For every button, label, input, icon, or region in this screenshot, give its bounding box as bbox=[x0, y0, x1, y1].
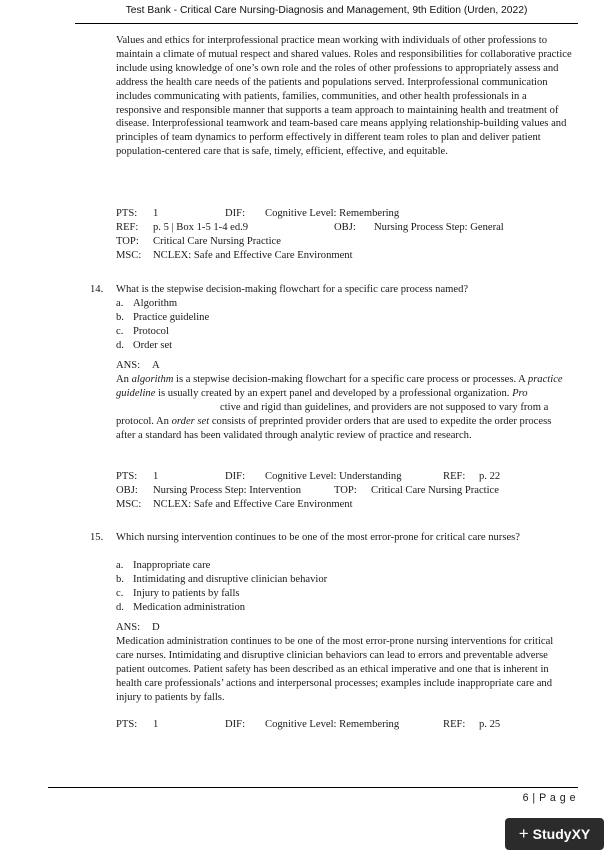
msc-value: NCLEX: Safe and Effective Care Environment bbox=[153, 498, 353, 510]
pts-value: 1 bbox=[153, 719, 159, 730]
option-text: Injury to patients by falls bbox=[133, 587, 240, 599]
ref-value: p. 22 bbox=[479, 471, 501, 482]
footer-divider bbox=[48, 787, 578, 788]
option-letter: d. bbox=[116, 339, 124, 351]
question-stem: What is the stepwise decision-making flowchart for a specific care process named? bbox=[116, 284, 469, 295]
ref-label: REF: bbox=[443, 719, 466, 730]
answer-label: ANS: bbox=[116, 360, 141, 371]
ref-value: p. 5 | Box 1-5 1-4 ed.9 bbox=[153, 221, 249, 233]
answer-value: A bbox=[152, 360, 160, 371]
term-protocol: Pro bbox=[512, 387, 528, 399]
obj-label: OBJ: bbox=[334, 221, 356, 233]
option-letter: b. bbox=[116, 311, 124, 323]
option-text: Intimidating and disruptive clinician behavior bbox=[133, 573, 328, 585]
option-text: Protocol bbox=[133, 325, 169, 337]
page-number: 6 | P a g e bbox=[522, 792, 576, 804]
msc-value: NCLEX: Safe and Effective Care Environment bbox=[153, 249, 353, 261]
page-header: Test Bank - Critical Care Nursing-Diagnosis and Management, 9th Edition (Urden, 2022) bbox=[75, 2, 578, 24]
rationale-text: consists of preprinted provider orders that are used to expedite the order process after a standard has been validated through analytic review of practice and research. bbox=[116, 415, 552, 441]
term-order-set: order set bbox=[171, 415, 210, 427]
ref-label: REF: bbox=[443, 471, 466, 482]
top-label: TOP: bbox=[116, 235, 139, 247]
q15-rationale: Medication administration continues to be one of the most error-prone nursing interventions for critical care nurses. Intimidating and disruptive clinician behaviors can lead to errors and preventable adverse patient outcomes. Patient safety has been described as an ethical imperative and one that is inherent in health care professionals’ actions and interpersonal processes; examples include inappropriate care and injury to patients by falls. bbox=[116, 636, 554, 703]
option-text: Algorithm bbox=[133, 298, 178, 309]
q14-metadata bbox=[116, 470, 576, 512]
q15-answer bbox=[116, 621, 160, 635]
term-practice-guideline: practice guideline bbox=[116, 374, 563, 399]
question-number: 14. bbox=[90, 284, 104, 295]
pts-value: 1 bbox=[153, 471, 159, 482]
top-value: Critical Care Nursing Practice bbox=[371, 484, 499, 496]
dif-label: DIF: bbox=[225, 208, 246, 219]
pts-label: PTS: bbox=[116, 719, 138, 730]
plus-icon: + bbox=[518, 824, 529, 843]
dif-label: DIF: bbox=[225, 471, 246, 482]
option-letter: b. bbox=[116, 573, 124, 585]
obj-value: Nursing Process Step: General bbox=[374, 221, 504, 233]
obj-label: OBJ: bbox=[116, 484, 138, 496]
q13-metadata bbox=[116, 207, 576, 263]
studyxy-logo bbox=[505, 818, 604, 850]
rationale-text: ctive and rigid than guidelines, and providers are not supposed to vary from a protocol. An bbox=[116, 401, 549, 427]
q15-metadata bbox=[116, 718, 576, 732]
msc-label: MSC: bbox=[116, 249, 142, 261]
answer-value: D bbox=[152, 622, 160, 633]
pts-label: PTS: bbox=[116, 471, 138, 482]
option-text: Order set bbox=[133, 339, 173, 351]
ref-label: REF: bbox=[116, 221, 139, 233]
option-letter: a. bbox=[116, 298, 124, 309]
rationale-text: is a stepwise decision-making flowchart for a specific care process or processes. A bbox=[173, 374, 528, 385]
option-text: Medication administration bbox=[133, 601, 246, 613]
logo-accent: XY bbox=[571, 826, 591, 842]
top-value: Critical Care Nursing Practice bbox=[153, 235, 281, 247]
answer-label: ANS: bbox=[116, 622, 141, 633]
rationale-text: An bbox=[116, 374, 132, 385]
option-text: Inappropriate care bbox=[133, 560, 211, 571]
q14-answer bbox=[116, 359, 160, 373]
pts-label: PTS: bbox=[116, 208, 138, 219]
question-stem: Which nursing intervention continues to be one of the most error-prone for critical care nurses? bbox=[116, 532, 520, 543]
rationale-text: is usually created by an expert panel and developed by a professional organization. bbox=[155, 387, 513, 399]
option-letter: a. bbox=[116, 560, 124, 571]
option-letter: c. bbox=[116, 325, 124, 337]
q13-rationale: Values and ethics for interprofessional practice mean working with individuals of other professions to maintain a climate of mutual respect and shared values. Roles and responsibilities for collaborative practice include using knowledge of one’s own role and the roles of other professions to appropriately assess and address the health care needs of the patients and populations served. Interprofessional communication includes communicating with patients, families, communities, and other health professionals in a responsive and responsible manner that supports a team approach to maintaining health and treatment of disease. Interprofessional teamwork and team-based care means applying relationship-building values and principles of team dynamics to perform effectively in different team roles to plan and deliver patient population-centered care that is safe, timely, efficient, effective, and equitable. bbox=[116, 35, 572, 158]
pts-value: 1 bbox=[153, 208, 159, 219]
question-number: 15. bbox=[90, 532, 104, 543]
option-letter: c. bbox=[116, 587, 124, 599]
dif-value: Cognitive Level: Remembering bbox=[265, 719, 400, 730]
msc-label: MSC: bbox=[116, 498, 142, 510]
term-algorithm: algorithm bbox=[131, 374, 174, 385]
obj-value: Nursing Process Step: Intervention bbox=[153, 484, 301, 496]
ref-value: p. 25 bbox=[479, 719, 501, 730]
q14-rationale bbox=[116, 373, 573, 443]
option-text: Practice guideline bbox=[133, 311, 210, 323]
dif-value: Cognitive Level: Remembering bbox=[265, 208, 400, 219]
option-letter: d. bbox=[116, 601, 124, 613]
dif-value: Cognitive Level: Understanding bbox=[265, 471, 402, 482]
top-label: TOP: bbox=[334, 484, 357, 496]
dif-label: DIF: bbox=[225, 719, 246, 730]
logo-text: Study bbox=[532, 826, 572, 842]
